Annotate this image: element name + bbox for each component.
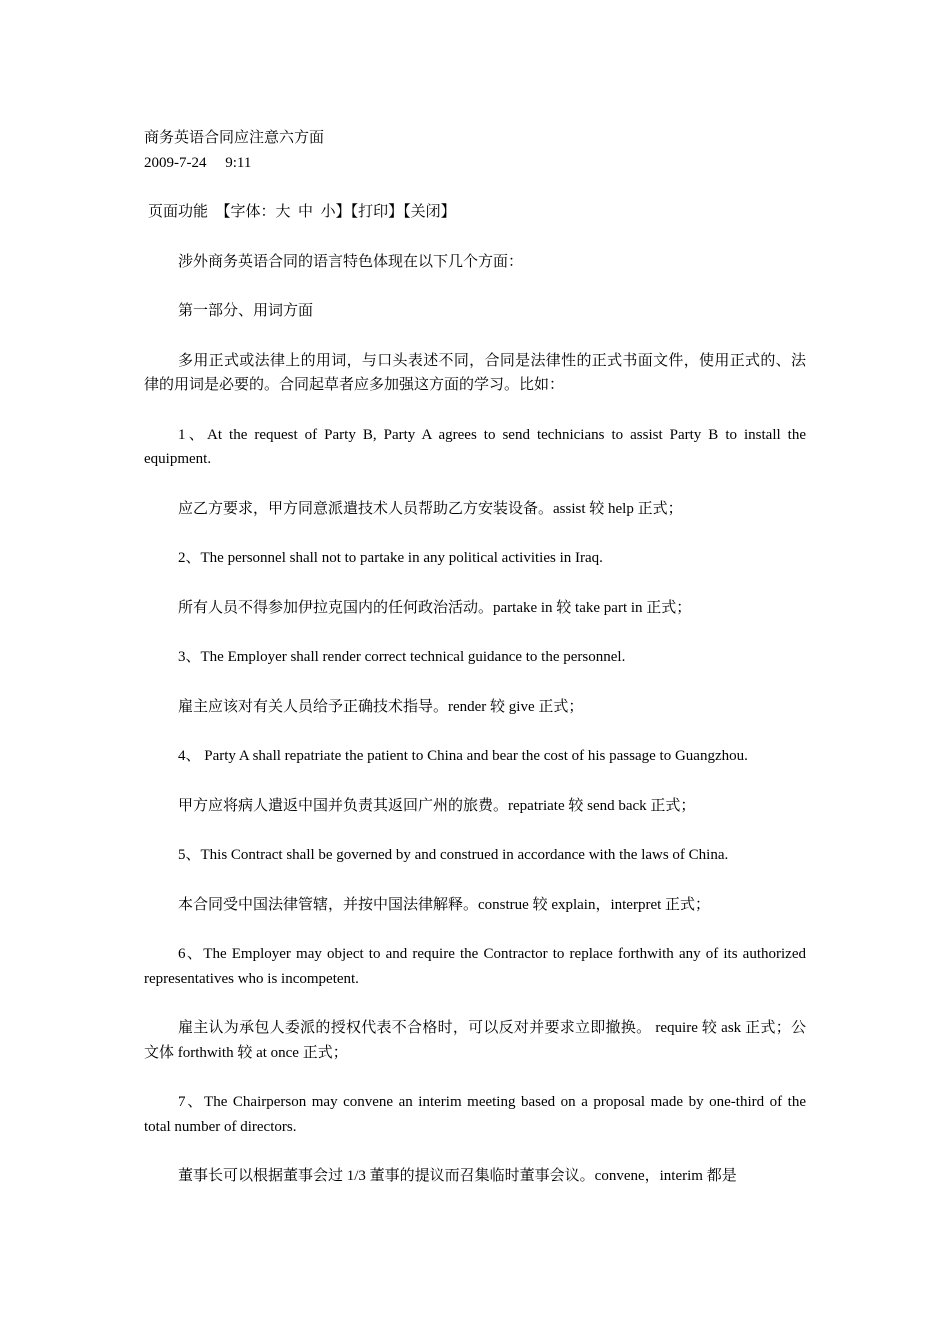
article-title: 商务英语合同应注意六方面 (144, 130, 325, 146)
spacer (144, 991, 806, 1016)
spacer (144, 868, 806, 893)
spacer (144, 1139, 806, 1164)
example-english-5: 5、This Contract shall be governed by and construed in accordance with the laws of China. (178, 847, 729, 863)
example-english-4: 4、 Party A shall repatriate the patient to China and bear the cost of his passage to Guangzhou. (178, 748, 748, 764)
spacer (144, 398, 806, 423)
example-chinese-1: 应乙方要求，甲方同意派遣技术人员帮助乙方安装设备。assist 较 help 正式； (178, 500, 683, 517)
spacer (144, 719, 806, 744)
spacer (144, 324, 806, 349)
page-toolbar (144, 200, 806, 225)
example-english-6: 6、The Employer may object to and require the Contractor to replace forthwith any of its authorized representatives who is incompetent. (144, 946, 806, 987)
print-link[interactable]: 【打印】 (350, 204, 404, 220)
spacer (144, 225, 806, 250)
article-body (144, 126, 806, 1189)
spacer (144, 472, 806, 497)
paragraph: 多用正式或法律上的用词，与口头表述不同，合同是法律性的正式书面文件，使用正式的、法律的用词是必要的。合同起草者应多加强这方面的学习。比如： (144, 352, 806, 393)
spacer (144, 818, 806, 843)
spacer (144, 917, 806, 942)
spacer (144, 521, 806, 546)
spacer (144, 175, 806, 200)
close-link[interactable]: 【关闭】 (403, 204, 456, 220)
spacer (144, 769, 806, 794)
spacer (144, 571, 806, 596)
example-english-2: 2、The personnel shall not to partake in any political activities in Iraq. (178, 550, 603, 566)
example-chinese-2: 所有人员不得参加伊拉克国内的任何政治活动。partake in 较 take part in 正式； (178, 599, 692, 616)
section-heading: 第一部分、用词方面 (178, 303, 314, 319)
example-english-3: 3、The Employer shall render correct technical guidance to the personnel. (178, 649, 626, 665)
example-chinese-7: 董事长可以根据董事会过 1/3 董事的提议而召集临时董事会议。convene，interim 都是 (178, 1168, 737, 1184)
article-date: 2009-7-24 9:11 (144, 154, 252, 171)
example-english-7: 7、The Chairperson may convene an interim meeting based on a proposal made by one-third of the total number of directors. (144, 1094, 806, 1135)
font-close-bracket: 】 (335, 204, 351, 220)
font-large-link[interactable]: 大 (275, 204, 291, 220)
toolbar-label: 页面功能 (148, 204, 209, 220)
example-chinese-4: 甲方应将病人遣返中国并负责其返回广州的旅费。repatriate 较 send back 正式； (178, 797, 696, 814)
spacer (144, 1065, 806, 1090)
example-chinese-6: 雇主认为承包人委派的授权代表不合格时，可以反对并要求立即撤换。 require 较 ask 正式；公文体 forthwith 较 at once 正式； (144, 1020, 806, 1061)
font-open-bracket: 【字体： (215, 204, 276, 220)
font-medium-link[interactable]: 中 (298, 204, 314, 220)
spacer (144, 620, 806, 645)
example-chinese-5: 本合同受中国法律管辖，并按中国法律解释。construe 较 explain，interpret 正式； (178, 896, 711, 913)
example-chinese-3: 雇主应该对有关人员给予正确技术指导。render 较 give 正式； (178, 698, 584, 715)
font-small-link[interactable]: 小 (320, 204, 336, 220)
spacer (144, 274, 806, 299)
example-english-1: 1、At the request of Party B, Party A agrees to send technicians to assist Party B to install the equipment. (144, 426, 806, 467)
spacer (144, 670, 806, 695)
paragraph-intro: 涉外商务英语合同的语言特色体现在以下几个方面： (178, 253, 524, 270)
